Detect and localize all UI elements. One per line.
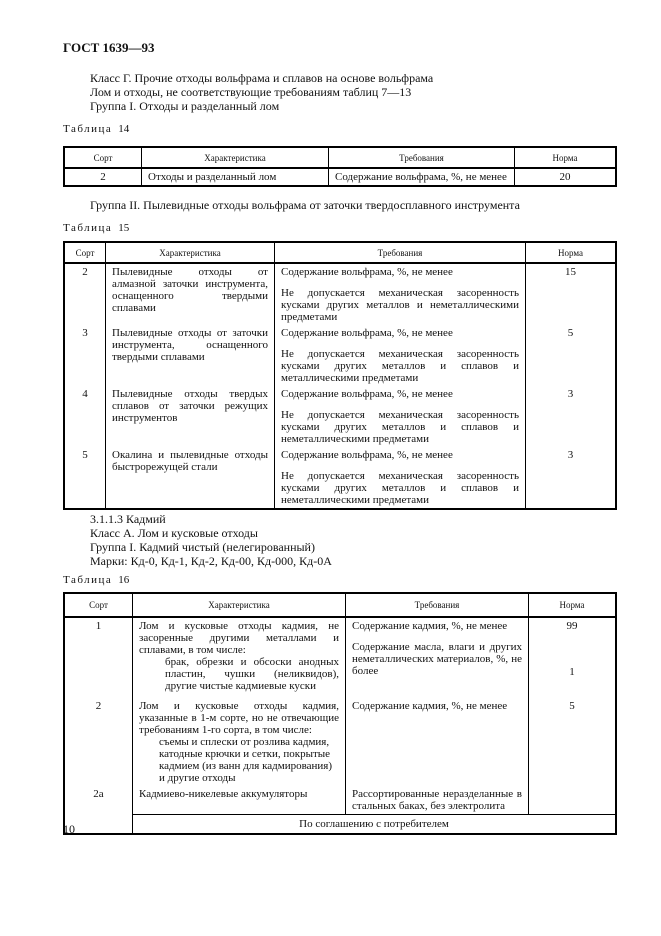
table-caption-number: 16 (118, 574, 130, 586)
cell-requirements: Содержание вольфрама, %, не менее (329, 168, 515, 186)
page-number: 10 (63, 822, 75, 836)
col-header-requirements: Требования (346, 593, 529, 617)
cell-sort: 2 (82, 266, 88, 278)
table-caption-number: 15 (118, 222, 130, 234)
cadmium-section (90, 512, 332, 568)
cell-requirements: Рассортированные неразделанные в стальных баках, без электролита (346, 786, 529, 815)
cell-sort: 4 (82, 388, 88, 400)
requirement-contamination: Не допускается механическая засоренность кусками других металлов и сплавов и металлическими предметами (281, 348, 519, 384)
col-header-norm: Норма (526, 242, 617, 263)
table15-caption (63, 222, 129, 234)
cell-requirements (275, 386, 526, 447)
characteristic-main: Лом и кусковые отходы кадмия, не засоренные другими металлами и сплавами, в том числе: (139, 620, 339, 656)
cell-requirements (275, 263, 526, 325)
requirement-content: Содержание вольфрама, %, не менее (281, 449, 453, 461)
col-header-requirements: Требования (275, 242, 526, 263)
cell-norm: 5 (529, 694, 617, 786)
characteristic-sub: съемы и сплески от розлива кадмия, катодные крючки и сетки, покрытые кадмием (из ванн для кадмирования) и другие отходы (159, 736, 333, 784)
table-row (64, 386, 616, 447)
section-title: 3.1.1.3 Кадмий (90, 512, 166, 526)
table-row (64, 617, 616, 694)
characteristic-main: Лом и кусковые отходы кадмия, указанные в 1-м сорте, но не отвечающие требованиям 1-го сорта, в том числе: (139, 700, 339, 736)
requirement-contamination: Не допускается механическая засоренность кусками других металлов и сплавов и неметаллическими предметами (281, 470, 519, 506)
cell-norm: 3 (526, 386, 617, 447)
section-group: Группа I. Кадмий чистый (нелегированный) (90, 540, 315, 554)
col-header-sort: Сорт (64, 593, 133, 617)
col-header-sort: Сорт (64, 242, 106, 263)
intro-block (90, 71, 433, 113)
cell-sort: 3 (82, 327, 88, 339)
cell-requirements: Содержание кадмия, %, не менее (346, 694, 529, 786)
intro-scrap-line: Лом и отходы, не соответствующие требованиям таблиц 7—13 (90, 85, 412, 99)
requirement-contamination: Не допускается механическая засоренность кусками других металлов и сплавов и неметаллическими предметами (281, 409, 519, 445)
norm-content: 99 (566, 620, 578, 632)
section-class: Класс А. Лом и кусковые отходы (90, 526, 258, 540)
cell-requirements (346, 617, 529, 694)
requirement-impurities: Содержание масла, влаги и других неметаллических материалов, %, не более (352, 641, 522, 677)
table-row (64, 263, 616, 325)
cell-sort: 5 (82, 449, 88, 461)
col-header-characteristic: Характеристика (106, 242, 275, 263)
table-caption-label: Таблица (63, 574, 113, 586)
table-row-footer (64, 815, 616, 835)
table-caption-label: Таблица (63, 222, 113, 234)
table-caption-number: 14 (118, 123, 130, 135)
cell-norm (529, 617, 617, 694)
cell-sort: 2 (95, 700, 102, 712)
cell-characteristic: Кадмиево-никелевые аккумуляторы (133, 786, 346, 815)
table14-caption (63, 123, 129, 135)
table-row (64, 786, 616, 815)
col-header-sort: Сорт (64, 147, 142, 168)
requirement-content: Содержание вольфрама, %, не менее (281, 327, 453, 339)
table-14 (63, 146, 617, 187)
characteristic-sub: брак, обрезки и обсоски анодных пластин, чушки (неликвидов), другие чистые кадмиевые куски (165, 656, 339, 692)
cell-requirements (275, 325, 526, 386)
cell-sort: 2а (93, 788, 104, 800)
cell-characteristic: Отходы и разделанный лом (142, 168, 329, 186)
requirement-contamination: Не допускается механическая засоренность кусками других металлов и неметаллическими предметами (281, 287, 519, 323)
group2-heading: Группа II. Пылевидные отходы вольфрама от заточки твердосплавного инструмента (90, 198, 520, 212)
col-header-requirements: Требования (329, 147, 515, 168)
table-row (64, 168, 616, 186)
section-grades: Марки: Кд-0, Кд-1, Кд-2, Кд-00, Кд-000, Кд-0А (90, 554, 332, 568)
table-15 (63, 241, 617, 510)
cell-characteristic (133, 694, 346, 786)
cell-norm: 20 (515, 168, 617, 186)
cell-sort: 2 (100, 171, 106, 183)
col-header-norm: Норма (529, 593, 617, 617)
table-16 (63, 592, 617, 835)
cell-norm: 3 (526, 447, 617, 509)
requirement-content: Содержание вольфрама, %, не менее (281, 266, 453, 278)
cell-characteristic (133, 617, 346, 694)
table-row (64, 694, 616, 786)
norm-impurities: 1 (569, 666, 575, 678)
table-caption-label: Таблица (63, 123, 113, 135)
requirement-content: Содержание вольфрама, %, не менее (281, 388, 453, 400)
cell-norm (529, 786, 617, 815)
cell-characteristic: Окалина и пылевидные отходы быстрорежущей стали (106, 447, 275, 509)
col-header-norm: Норма (515, 147, 617, 168)
requirement-content: Содержание кадмия, %, не менее (352, 620, 508, 632)
footer-note: По соглашению с потребителем (133, 815, 617, 835)
intro-group-line: Группа I. Отходы и разделанный лом (90, 99, 280, 113)
cell-requirements (275, 447, 526, 509)
cell-norm: 5 (526, 325, 617, 386)
cell-norm: 15 (526, 263, 617, 325)
cell-characteristic: Пылевидные отходы твердых сплавов от заточки режущих инструментов (106, 386, 275, 447)
table-row (64, 447, 616, 509)
cell-characteristic: Пылевидные отходы от заточки инструмента, оснащенного твердыми сплавами (106, 325, 275, 386)
intro-class-line: Класс Г. Прочие отходы вольфрама и сплавов на основе вольфрама (90, 71, 434, 85)
table16-caption (63, 574, 129, 586)
cell-sort: 1 (95, 620, 102, 632)
col-header-characteristic: Характеристика (142, 147, 329, 168)
table-row (64, 325, 616, 386)
col-header-characteristic: Характеристика (133, 593, 346, 617)
document-header: ГОСТ 1639—93 (63, 40, 155, 55)
cell-characteristic: Пылевидные отходы от алмазной заточки инструмента, оснащенного твердыми сплавами (106, 263, 275, 325)
